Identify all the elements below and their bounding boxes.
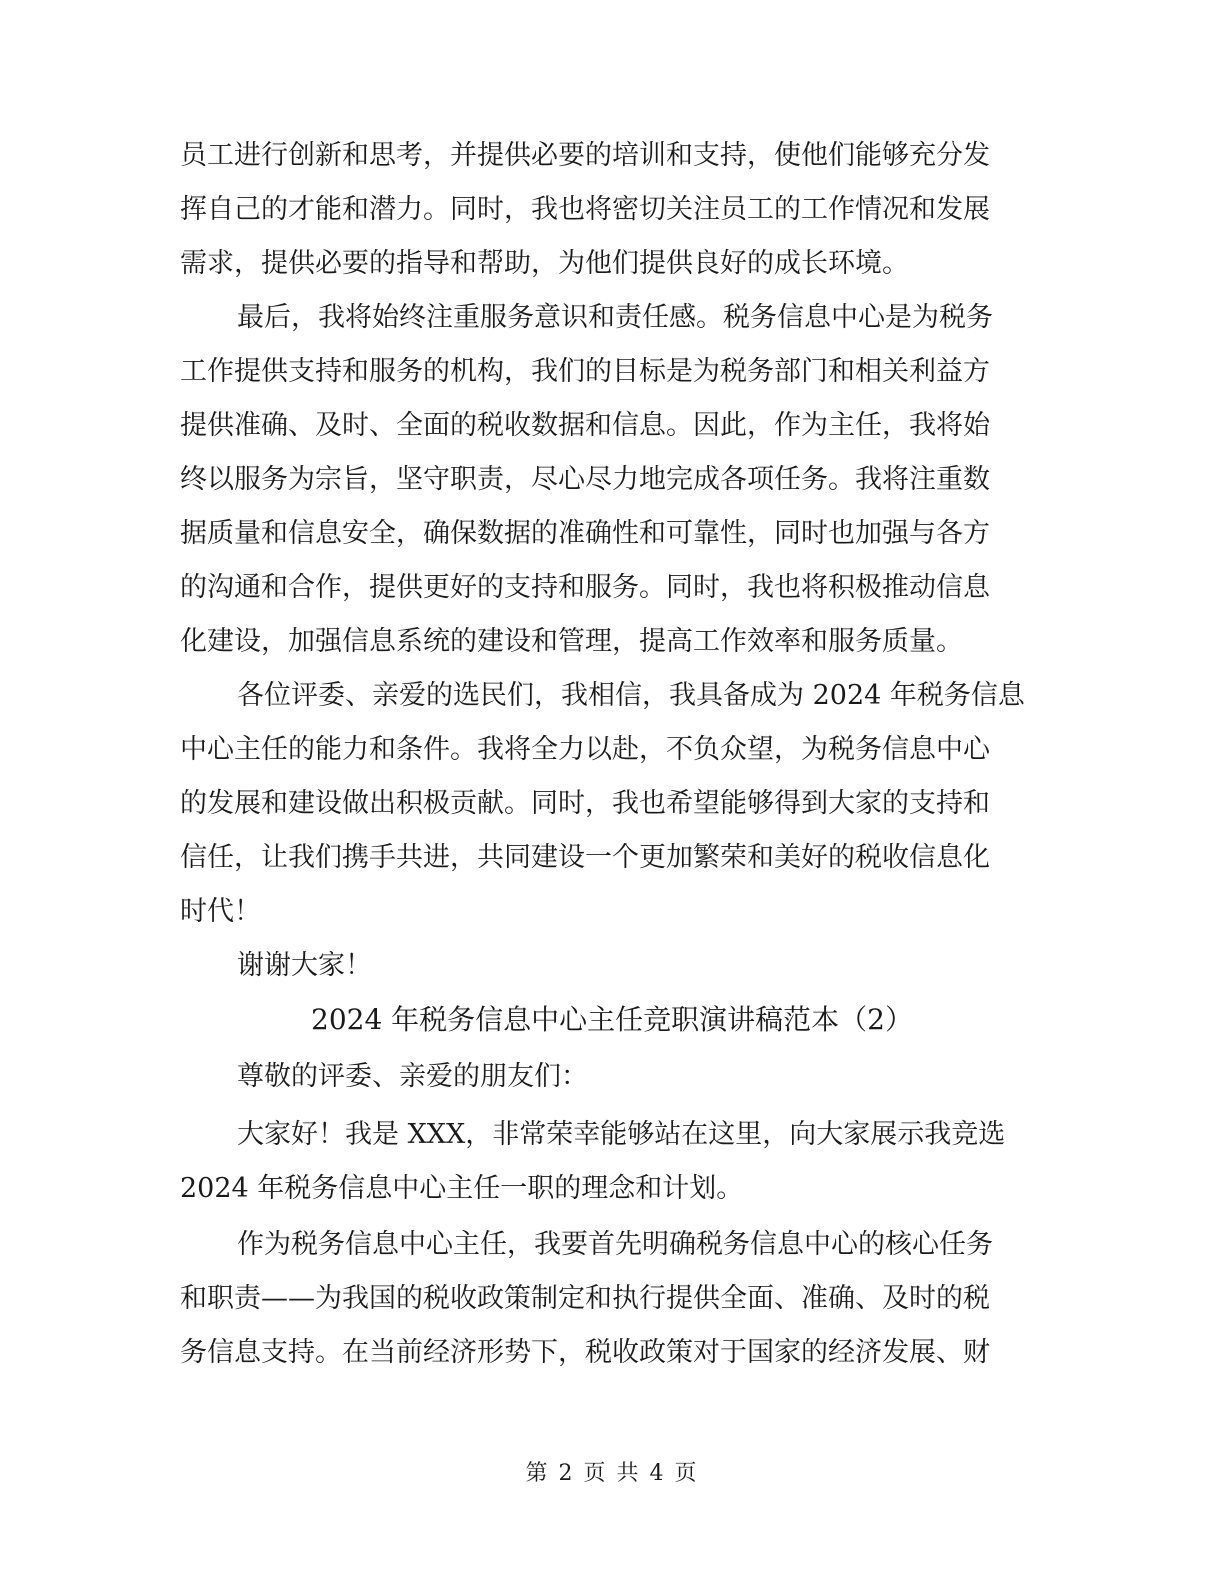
body-line: 的沟通和合作，提供更好的支持和服务。同时，我也将积极推动信息 (180, 572, 990, 603)
body-line: 信任，让我们携手共进，共同建设一个更加繁荣和美好的税收信息化 (180, 842, 990, 873)
section-title: 2024 年税务信息中心主任竞职演讲稿范本（2） (311, 1003, 913, 1036)
body-line: 中心主任的能力和条件。我将全力以赴，不负众望，为税务信息中心 (180, 734, 990, 765)
body-line: 和职责——为我国的税收政策制定和执行提供全面、准确、及时的税 (180, 1283, 990, 1314)
body-line: 谢谢大家！ (237, 950, 372, 981)
body-line: 作为税务信息中心主任，我要首先明确税务信息中心的核心任务 (237, 1229, 993, 1260)
body-line: 终以服务为宗旨，坚守职责，尽心尽力地完成各项任务。我将注重数 (180, 464, 990, 495)
body-line: 工作提供支持和服务的机构，我们的目标是为税务部门和相关利益方 (180, 356, 990, 387)
body-line: 的发展和建设做出积极贡献。同时，我也希望能够得到大家的支持和 (180, 788, 990, 819)
page-footer: 第 2 页 共 4 页 (525, 1461, 699, 1486)
body-line: 员工进行创新和思考，并提供必要的培训和支持，使他们能够充分发 (180, 140, 990, 171)
body-line: 务信息支持。在当前经济形势下，税收政策对于国家的经济发展、财 (180, 1337, 990, 1368)
body-line: 各位评委、亲爱的选民们，我相信，我具备成为 2024 年税务信息 (237, 680, 1025, 711)
body-line: 化建设，加强信息系统的建设和管理，提高工作效率和服务质量。 (180, 626, 963, 657)
body-line: 时代！ (180, 896, 261, 927)
body-line: 2024 年税务信息中心主任一职的理念和计划。 (180, 1173, 744, 1204)
body-line: 提供准确、及时、全面的税收数据和信息。因此，作为主任，我将始 (180, 410, 990, 441)
salutation-line: 尊敬的评委、亲爱的朋友们： (237, 1061, 588, 1092)
body-line: 据质量和信息安全，确保数据的准确性和可靠性，同时也加强与各方 (180, 518, 990, 549)
body-line: 挥自己的才能和潜力。同时，我也将密切关注员工的工作情况和发展 (180, 194, 990, 225)
body-line: 大家好！我是 XXX，非常荣幸能够站在这里，向大家展示我竞选 (237, 1119, 1006, 1150)
body-line: 需求，提供必要的指导和帮助，为他们提供良好的成长环境。 (180, 248, 909, 279)
body-line: 最后，我将始终注重服务意识和责任感。税务信息中心是为税务 (237, 302, 993, 333)
